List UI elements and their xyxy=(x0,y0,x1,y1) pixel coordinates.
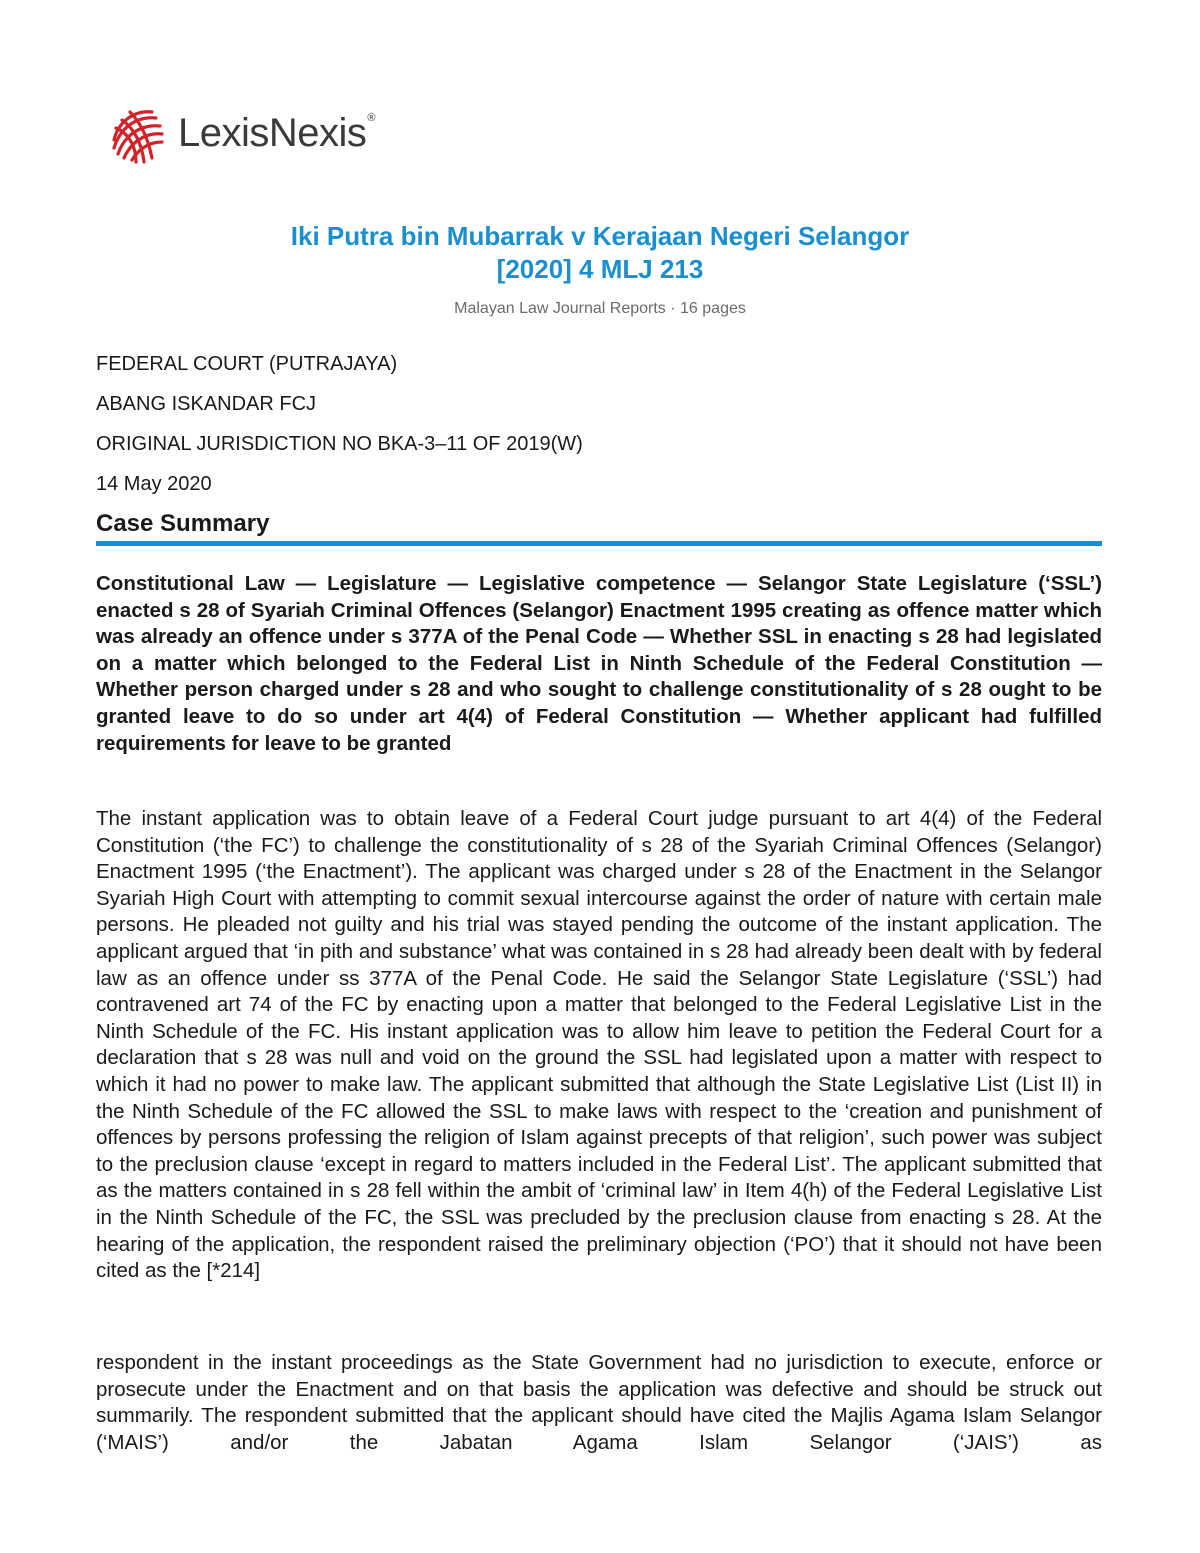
jurisdiction-number: ORIGINAL JURISDICTION NO BKA-3–11 OF 2019(W) xyxy=(96,433,583,455)
case-citation: [2020] 4 MLJ 213 xyxy=(496,254,704,284)
judge-name: ABANG ISKANDAR FCJ xyxy=(96,393,317,415)
case-title: Iki Putra bin Mubarrak v Kerajaan Negeri Selangor xyxy=(290,221,910,251)
brand-name: LexisNexis® xyxy=(178,111,376,155)
court-name: FEDERAL COURT (PUTRAJAYA) xyxy=(96,353,398,375)
catchwords: Constitutional Law — Legislature — Legislative competence — Selangor State Legislature (‘SSL’) enacted s 28 of Syariah Criminal Offences (Selangor) Enactment 1995 creating as offence matter which was already an offence under s 377A of the Penal Code — Whether SSL in enacting s 28 had legislated on a matter which belonged to the Federal List in Ninth Schedule of the Federal Constitution — Whether person charged under s 28 and who sought to challenge constitutionality of s 28 ought to be granted leave to do so under art 4(4) of Federal Constitution — Whether applicant had fulfilled requirements for leave to be granted xyxy=(96,572,1102,755)
case-metadata xyxy=(96,352,583,512)
case-header xyxy=(0,220,1200,318)
summary-paragraph xyxy=(96,806,1102,1285)
lexisnexis-globe-icon xyxy=(104,100,170,166)
report-info: Malayan Law Journal Reports · 16 pages xyxy=(454,300,746,317)
lexisnexis-logo xyxy=(104,100,375,166)
summary-paragraph-continued: respondent in the instant proceedings as the State Government had no jurisdiction to execute, enforce or prosecute under the Enactment and on that basis the application was defective and should be struck out summarily. The respondent submitted that the applicant should have cited the Majlis Agama Islam Selangor (‘MAIS’) and/or the Jabatan Agama Islam Selangor (‘JAIS’) as xyxy=(96,1351,1102,1454)
summary-text: The instant application was to obtain leave of a Federal Court judge pursuant to art 4(4) of the Federal Constitution (‘the FC’) to challenge the constitutionality of s 28 of the Syariah Criminal Offences (Selangor) Enactment 1995 (‘the Enactment’). The applicant was charged under s 28 of the Enactment in the Selangor Syariah High Court with attempting to commit sexual intercourse against the order of nature with certain male persons. He pleaded not guilty and his trial was stayed pending the outcome of the instant application. The applicant argued that ‘in pith and substance’ what was contained in s 28 had already been dealt with by federal law as an offence under ss 377A of the Penal Code. He said the Selangor State Legislature (‘SSL’) had contravened art 74 of the FC by enacting upon a matter that belonged to the Federal Legislative List in the Ninth Schedule of the FC. His instant application was to allow him leave to petition the Federal Court for a declaration that s 28 was null and void on the ground the SSL had legislated upon a matter with respect to which it had no power to make law. The applicant submitted that although the State Legislative List (List II) in the Ninth Schedule of the FC allowed the SSL to make laws with respect to the ‘creation and punishment of offences by persons professing the religion of Islam against precepts of that religion’, such power was subject to the preclusion clause ‘except in regard to matters included in the Federal List’. The applicant submitted that as the matters contained in s 28 fell within the ambit of ‘criminal law’ in Item 4(h) of the Federal Legislative List in the Ninth Schedule of the FC, the SSL was precluded by the preclusion clause from enacting s 28. At the hearing of the application, the respondent raised the preliminary objection (‘PO’) that it should not have been cited as the xyxy=(96,807,1102,1283)
decision-date: 14 May 2020 xyxy=(96,473,212,495)
page-marker: [*214] xyxy=(206,1259,261,1283)
section-divider xyxy=(96,541,1102,546)
section-heading: Case Summary xyxy=(96,510,270,537)
